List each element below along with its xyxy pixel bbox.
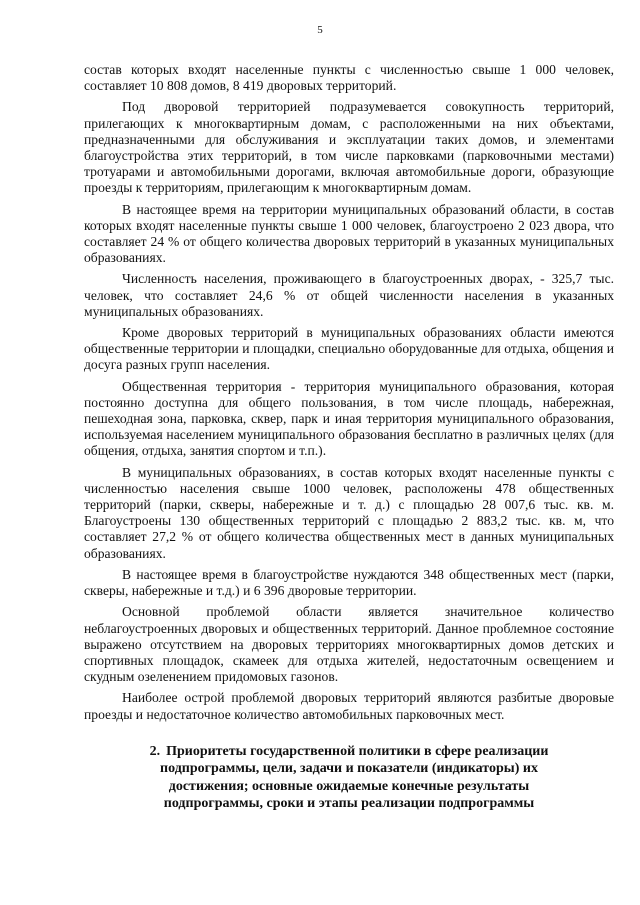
- paragraph-courtyard-definition: Под дворовой территорией подразумевается совокупность территорий, прилегающих к многоквартирным домам, с расположенными на них объектами, предназначенными для обслуживания и эксплуатации таких домов, и элементами благоустройства этих территорий, в том числе парковками (парковочными местами) тротуарами и автомобильными дорогами, включая автомобильные дороги, образующие проезды к территориям, прилегающим к многоквартирным домам.: [84, 99, 614, 196]
- section-number: 2.: [149, 743, 161, 759]
- section-heading-line-3: достижения; основные ожидаемые конечные результаты: [168, 778, 530, 794]
- paragraph-main-problem: Основной проблемой области является значительное количество неблагоустроенных дворовых и общественных территорий. Данное проблемное состояние выражено отсутствием на дворовых территориях многоквартирных домов детских и спортивных площадок, скамеек для отдыха жителей, недостаточным освещением и скудным озеленением придомовых газонов.: [84, 604, 614, 685]
- section-heading-line-4: подпрограммы, сроки и этапы реализации подпрограммы: [163, 796, 535, 812]
- section-heading: [84, 743, 614, 813]
- paragraph-needs-improvement: В настоящее время в благоустройстве нуждаются 348 общественных мест (парки, скверы, набережные и т.д.) и 6 396 дворовые территории.: [84, 566, 614, 599]
- paragraph-public-areas: Кроме дворовых территорий в муниципальных образованиях области имеются общественные территории и площадки, специально оборудованные для отдыха, общения и досуга разных групп населения.: [84, 325, 614, 373]
- paragraph-public-territories-stats: В муниципальных образованиях, в состав которых входят населенные пункты с численностью населения свыше 1000 человек, расположены 478 общественных территорий (парки, скверы, набережные и т. д.) с площадью 28 007,6 тыс. кв. м. Благоустроены 130 общественных территорий с площадью 2 883,2 тыс. кв. м, что составляет 27,2 % от общего количества общественных мест в данных муниципальных образованиях.: [84, 464, 614, 561]
- paragraph-acute-problem: Наиболее острой проблемой дворовых территорий являются разбитые дворовые проезды и недостаточное количество автомобильных парковочных мест.: [84, 690, 614, 722]
- section-heading-line-1: [84, 743, 614, 761]
- paragraph-improved-courtyards: В настоящее время на территории муниципальных образований области, в состав которых входят населенные пункты свыше 1 000 человек, благоустроено 2 023 двора, что составляет 24 % от общего количества дворовых территорий в указанных муниципальных образованиях.: [84, 201, 614, 266]
- page-number: 5: [317, 24, 323, 36]
- paragraph-continuation: состав которых входят населенные пункты с численностью свыше 1 000 человек, составляет 10 808 домов, 8 419 дворовых территорий.: [84, 62, 614, 94]
- section-heading-line-2: подпрограммы, цели, задачи и показатели (индикаторы) их: [160, 761, 538, 777]
- paragraph-public-territory-definition: Общественная территория - территория муниципального образования, которая постоянно доступна для общего пользования, в том числе площадь, набережная, пешеходная зона, парковка, сквер, парк и иная территория муниципального образования, используемая населением муниципального образования бесплатно в различных целях (для общения, отдыха, занятия спортом и т.п.).: [84, 378, 614, 459]
- document-body: [84, 62, 614, 813]
- section-heading-text-1: Приоритеты государственной политики в сфере реализации: [166, 743, 549, 759]
- paragraph-population: Численность населения, проживающего в благоустроенных дворах, - 325,7 тыс. человек, что составляет 24,6 % от общей численности населения в указанных муниципальных образованиях.: [84, 271, 614, 319]
